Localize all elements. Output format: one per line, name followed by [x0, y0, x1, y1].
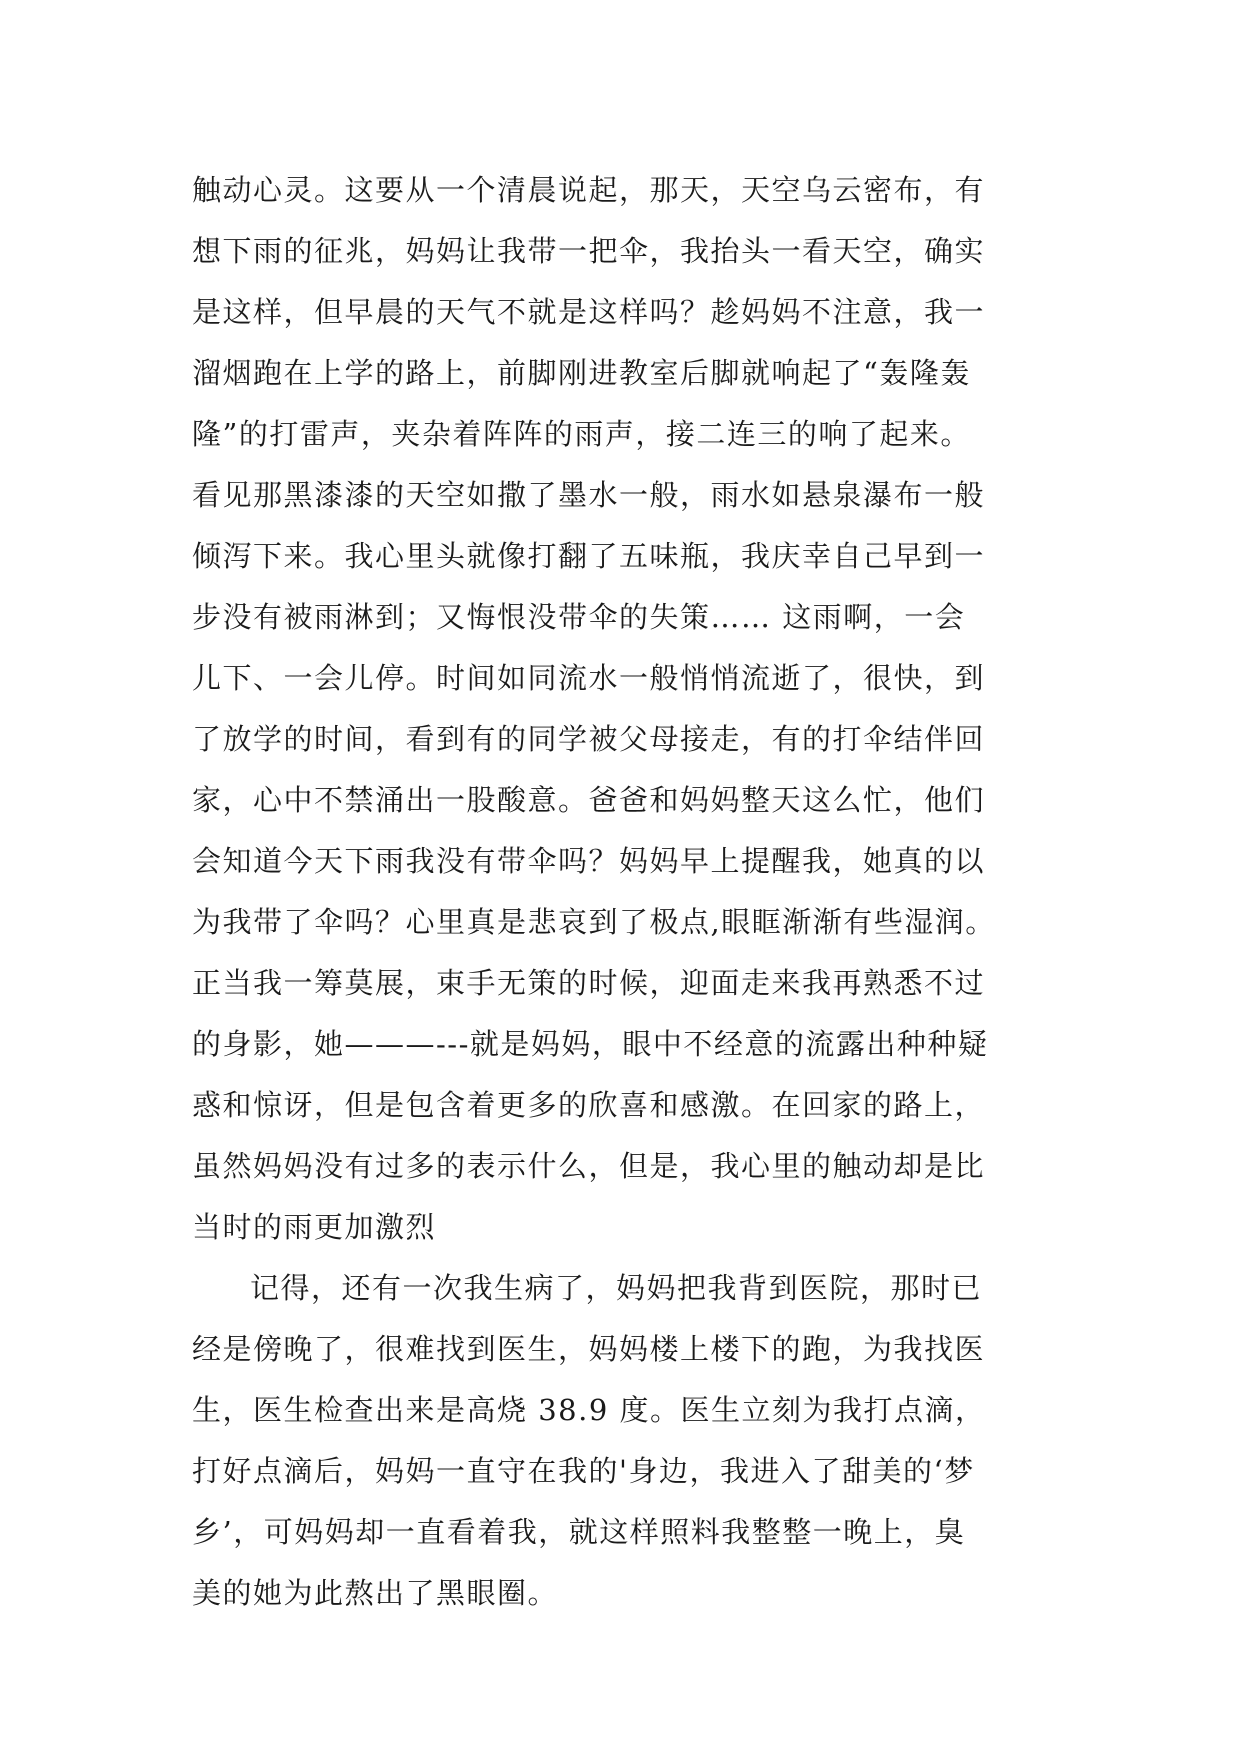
- paragraph-2: [192, 1258, 1072, 1624]
- paragraph-1-line: 家，心中不禁涌出一股酸意。爸爸和妈妈整天这么忙，他们: [192, 783, 986, 817]
- paragraph-1-line: 为我带了伞吗？心里真是悲哀到了极点,眼眶渐渐有些湿润。: [192, 905, 996, 939]
- paragraph-1-line: 是这样，但早晨的天气不就是这样吗？趁妈妈不注意，我一: [192, 295, 986, 329]
- paragraph-1-line: 触动心灵。这要从一个清晨说起，那天，天空乌云密布，有: [192, 173, 986, 207]
- paragraph-2-line: 乡’，可妈妈却一直看着我，就这样照料我整整一晚上，臭: [192, 1515, 966, 1549]
- paragraph-1-line: 隆”的打雷声，夹杂着阵阵的雨声，接二连三的响了起来。: [192, 417, 971, 451]
- paragraph-1-line: 会知道今天下雨我没有带伞吗？妈妈早上提醒我，她真的以: [192, 844, 986, 878]
- paragraph-1-line: 看见那黑漆漆的天空如撒了墨水一般，雨水如悬泉瀑布一般: [192, 478, 986, 512]
- paragraph-1-line: 正当我一筹莫展，束手无策的时候，迎面走来我再熟悉不过: [192, 966, 986, 1000]
- paragraph-1-line: 倾泻下来。我心里头就像打翻了五味瓶，我庆幸自己早到一: [192, 539, 986, 573]
- paragraph-1-line: 了放学的时间，看到有的同学被父母接走，有的打伞结伴回: [192, 722, 986, 756]
- paragraph-1-line: 的身影，她———---就是妈妈，眼中不经意的流露出种种疑: [192, 1027, 989, 1061]
- paragraph-1-line: 惑和惊讶，但是包含着更多的欣喜和感激。在回家的路上，: [192, 1088, 986, 1122]
- paragraph-2-line: 美的她为此熬出了黑眼圈。: [192, 1576, 559, 1610]
- paragraph-2-line: 打好点滴后，妈妈一直守在我的'身边，我进入了甜美的‘梦: [192, 1454, 975, 1488]
- paragraph-1-line: 儿下、一会儿停。时间如同流水一般悄悄流逝了，很快，到: [192, 661, 986, 695]
- paragraph-1-line: 虽然妈妈没有过多的表示什么，但是，我心里的触动却是比: [192, 1149, 986, 1183]
- paragraph-1-line: 想下雨的征兆，妈妈让我带一把伞，我抬头一看天空，确实: [192, 234, 986, 268]
- paragraph-1-line: 步没有被雨淋到；又悔恨没带伞的失策…… 这雨啊，一会: [192, 600, 966, 634]
- paragraph-2-line: 生，医生检查出来是高烧 38.9 度。医生立刻为我打点滴，: [192, 1393, 986, 1427]
- paragraph-2-line: 经是傍晚了，很难找到医生，妈妈楼上楼下的跑，为我找医: [192, 1332, 986, 1366]
- paragraph-1-line: 当时的雨更加激烈: [192, 1210, 437, 1244]
- document-body: [192, 160, 1072, 1624]
- paragraph-2-line: 记得，还有一次我生病了，妈妈把我背到医院，那时已: [250, 1271, 983, 1305]
- paragraph-1-line: 溜烟跑在上学的路上，前脚刚进教室后脚就响起了“轰隆轰: [192, 356, 971, 390]
- paragraph-1: [192, 160, 1072, 1258]
